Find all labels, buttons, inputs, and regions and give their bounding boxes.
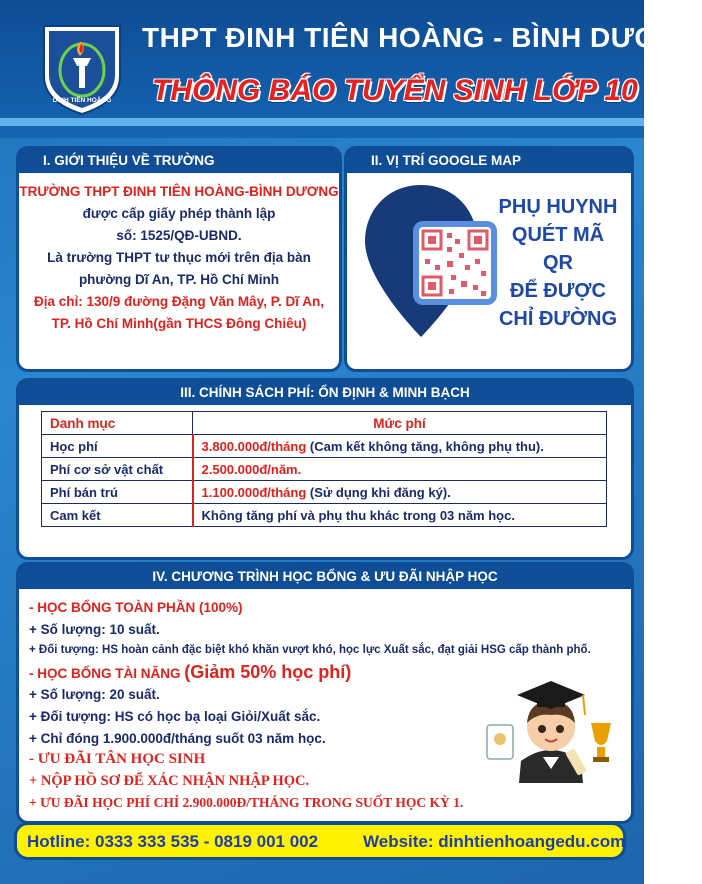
fee-amount-cell bbox=[193, 504, 607, 527]
full-scholarship-title: - HỌC BỔNG TOÀN PHẦN (100%) bbox=[29, 600, 243, 615]
intro-line: phường Dĩ An, TP. Hồ Chí Minh bbox=[78, 272, 280, 287]
qr-instruction-line: QR bbox=[543, 252, 573, 274]
fee-category: Phí cơ sở vật chất bbox=[42, 458, 193, 481]
qr-instruction-line: ĐỂ ĐƯỢC bbox=[510, 280, 606, 302]
fee-row bbox=[42, 458, 607, 481]
intro-line: Là trường THPT tư thục mới trên địa bàn bbox=[47, 250, 311, 265]
new-student-offer-1: + NỘP HỒ SƠ ĐỂ XÁC NHẬN NHẬP HỌC. bbox=[29, 772, 310, 789]
announcement-title: THÔNG BÁO TUYỂN SINH LỚP 10 bbox=[152, 74, 638, 107]
fees-panel bbox=[16, 378, 634, 560]
fee-value: 2.500.000đ/năm. bbox=[201, 461, 302, 477]
graduate-student-illustration bbox=[481, 665, 621, 783]
school-logo-icon bbox=[40, 20, 124, 116]
contact-bar bbox=[14, 822, 626, 860]
header-banner bbox=[0, 0, 702, 138]
fee-table bbox=[41, 411, 607, 527]
intro-line: TP. Hồ Chí Minh(gần THCS Đông Chiêu) bbox=[51, 316, 307, 331]
full-scholarship-count: + Số lượng: 10 suất. bbox=[29, 621, 160, 637]
fee-value: 1.100.000đ/tháng bbox=[201, 484, 307, 500]
intro-line: số: 1525/QĐ-UBND. bbox=[116, 228, 242, 243]
fee-amount-cell bbox=[193, 458, 607, 481]
map-panel bbox=[344, 146, 634, 372]
intro-line: Địa chỉ: 130/9 đường Đặng Văn Mây, P. Dĩ An, bbox=[34, 294, 324, 309]
location-pin-icon bbox=[361, 181, 501, 341]
talent-discount: (Giảm 50% học phí) bbox=[184, 661, 352, 682]
new-student-title: - ƯU ĐÃI TÂN HỌC SINH bbox=[29, 751, 206, 768]
intro-line: được cấp giấy phép thành lập bbox=[82, 206, 276, 221]
qr-instruction-line: QUÉT MÃ bbox=[511, 224, 605, 246]
column-header-fee: Mức phí bbox=[193, 412, 607, 435]
fee-note: (Cam kết không tăng, không phụ thu). bbox=[306, 438, 544, 454]
header-stripe bbox=[0, 118, 644, 126]
map-heading: II. VỊ TRÍ GOOGLE MAP bbox=[347, 149, 631, 173]
fee-table-header bbox=[42, 412, 607, 435]
fees-heading: III. CHÍNH SÁCH PHÍ: ỔN ĐỊNH & MINH BẠCH bbox=[19, 381, 631, 405]
column-header-category: Danh mục bbox=[42, 412, 193, 435]
fee-amount-cell bbox=[193, 481, 607, 504]
scholarship-heading: IV. CHƯƠNG TRÌNH HỌC BỔNG & ƯU ĐÃI NHẬP HỌC bbox=[19, 565, 631, 589]
fee-value: 3.800.000đ/tháng bbox=[201, 438, 307, 454]
qr-instruction bbox=[493, 193, 623, 333]
talent-scholarship-count: + Số lượng: 20 suất. bbox=[29, 687, 160, 703]
qr-instruction-line: PHỤ HUYNH bbox=[498, 196, 618, 218]
new-student-offer-2: + ƯU ĐÃI HỌC PHÍ CHỈ 2.900.000Đ/THÁNG TRONG SUỐT HỌC KỲ 1. bbox=[29, 795, 464, 811]
intro-line: TRƯỜNG THPT ĐINH TIÊN HOÀNG-BÌNH DƯƠNG bbox=[19, 184, 339, 199]
fee-note: Không tăng phí và phụ thu khác trong 03 năm học. bbox=[201, 507, 515, 523]
intro-heading: I. GIỚI THIỆU VỀ TRƯỜNG bbox=[19, 149, 339, 173]
website-link[interactable]: Website: dinhtienhoangedu.com bbox=[363, 832, 626, 851]
intro-panel bbox=[16, 146, 342, 372]
hotline-text[interactable]: Hotline: 0333 333 535 - 0819 001 002 bbox=[27, 832, 319, 851]
fee-row bbox=[42, 435, 607, 458]
fee-row bbox=[42, 504, 607, 527]
fee-amount-cell bbox=[193, 435, 607, 458]
qr-instruction-line: CHỈ ĐƯỜNG bbox=[498, 308, 618, 330]
intro-text bbox=[19, 173, 339, 335]
fee-category: Phí bán trú bbox=[42, 481, 193, 504]
fee-category: Cam kết bbox=[42, 504, 193, 527]
full-scholarship-target: + Đối tượng: HS hoàn cảnh đặc biệt khó khăn vượt khó, học lực Xuất sắc, đạt giải HSG cấp thành phố. bbox=[29, 644, 591, 657]
talent-scholarship-title: - HỌC BỔNG TÀI NĂNG bbox=[29, 665, 181, 681]
logo-text: DINH TIÊN HOÀNG bbox=[52, 97, 112, 104]
fee-note: (Sử dụng khi đăng ký). bbox=[306, 484, 451, 500]
talent-scholarship-target: + Đối tượng: HS có học bạ loại Giỏi/Xuất sắc. bbox=[29, 708, 321, 724]
school-title: THPT ĐINH TIÊN HOÀNG - BÌNH DƯƠNG bbox=[142, 22, 702, 53]
talent-scholarship-payment: + Chỉ đóng 1.900.000đ/tháng suốt 03 năm học. bbox=[29, 730, 326, 746]
fee-category: Học phí bbox=[42, 435, 193, 458]
fee-row bbox=[42, 481, 607, 504]
scholarship-panel bbox=[16, 562, 634, 824]
